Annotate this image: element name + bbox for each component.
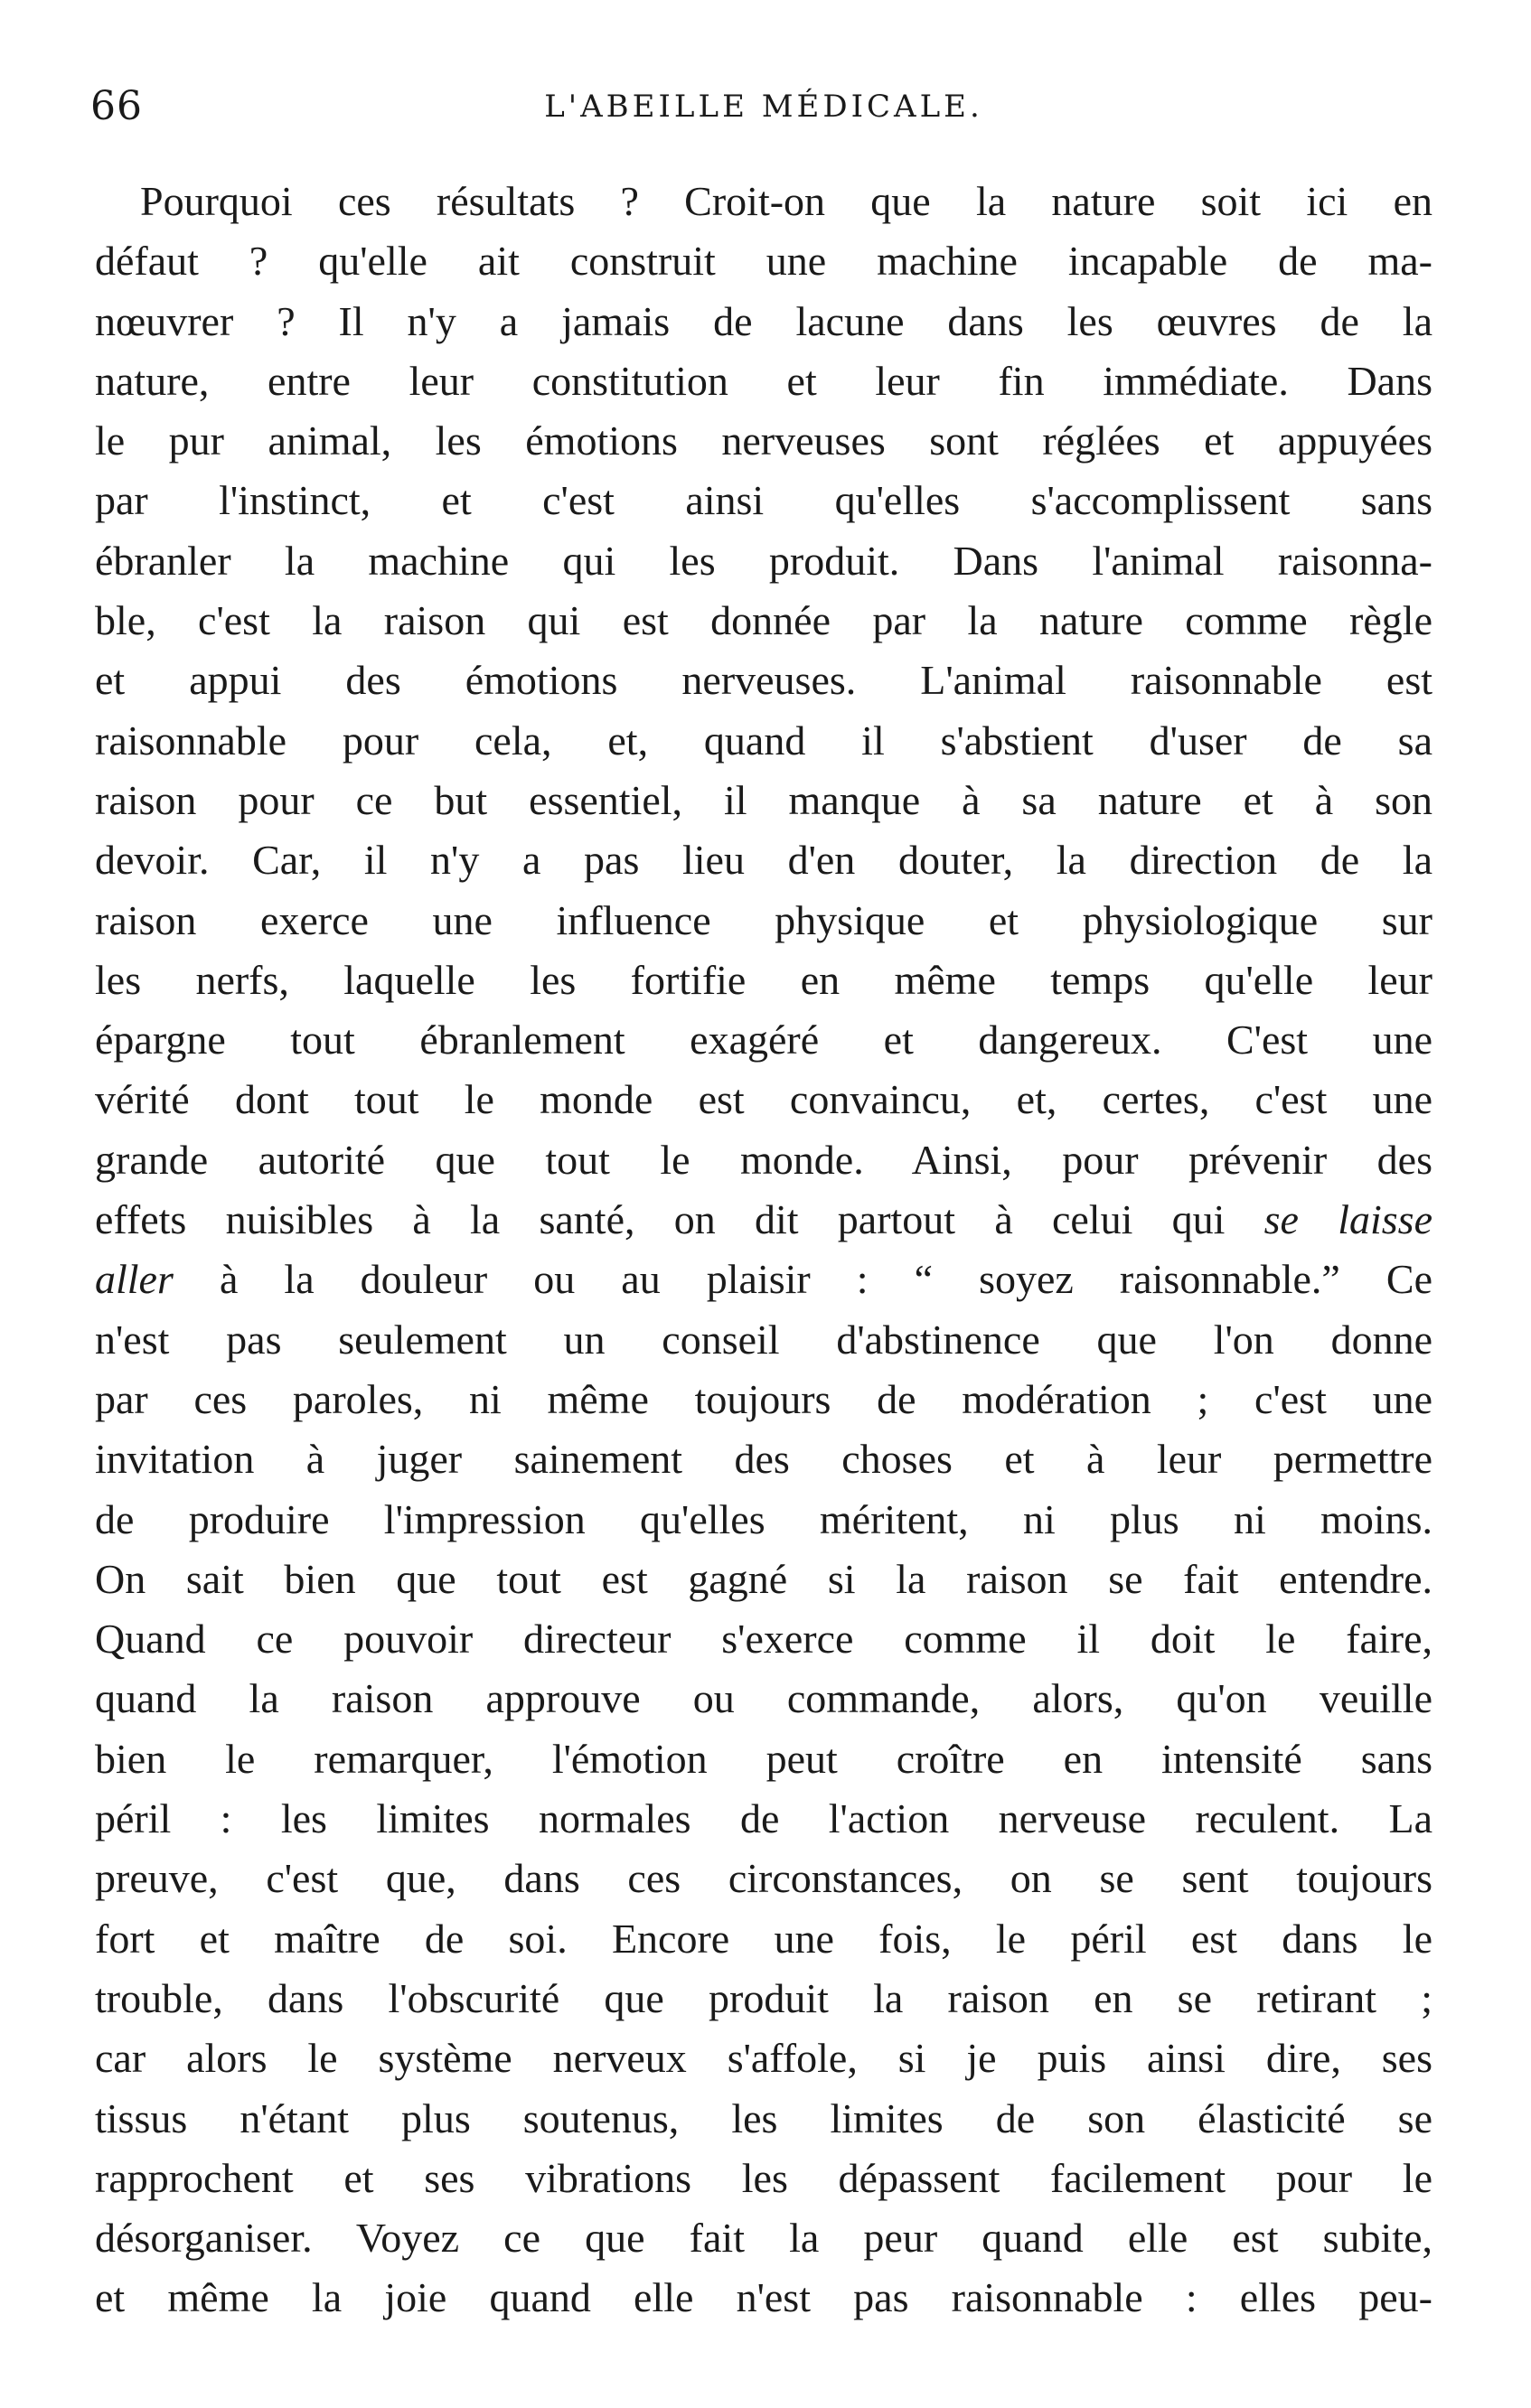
text-line: défaut ? qu'elle ait construit une machine incapable de ma- <box>95 238 1432 285</box>
text-line: épargne tout ébranlement exagéré et dangereux. C'est une <box>95 1017 1432 1063</box>
text-line: raisonnable pour cela, et, quand il s'abstient d'user de sa <box>95 717 1432 764</box>
text-line: tissus n'étant plus soutenus, les limites de son élasticité se <box>95 2094 1432 2141</box>
text-line: vérité dont tout le monde est convaincu, et, certes, c'est une <box>95 1076 1432 1123</box>
text-line: quand la raison approuve ou commande, alors, qu'on veuille <box>95 1675 1432 1722</box>
text-line: grande autorité que tout le monde. Ainsi, pour prévenir des <box>95 1136 1432 1183</box>
italic-phrase: aller <box>95 1256 174 1303</box>
text-line: invitation à juger sainement des choses et à leur permettre <box>95 1436 1432 1483</box>
text-line: nature, entre leur constitution et leur fin immédiate. Dans <box>95 357 1432 404</box>
text-line: raison exerce une influence physique et physiologique sur <box>95 896 1432 943</box>
text-line: fort et maître de soi. Encore une fois, le péril est dans le <box>95 1915 1432 1962</box>
text-line: ébranler la machine qui les produit. Dans l'animal raisonna- <box>95 537 1432 584</box>
text-line: péril : les limites normales de l'action nerveuse reculent. La <box>95 1795 1432 1842</box>
text-line: On sait bien que tout est gagné si la raison se fait entendre. <box>95 1555 1432 1602</box>
running-header <box>90 83 1437 137</box>
text-line: et même la joie quand elle n'est pas raisonnable : elles peu- <box>95 2274 1432 2321</box>
text-line: trouble, dans l'obscurité que produit la raison en se retirant ; <box>95 1974 1432 2021</box>
text-line: raison pour ce but essentiel, il manque à sa nature et à son <box>95 776 1432 823</box>
italic-phrase: se laisse <box>1263 1196 1432 1243</box>
text-line: de produire l'impression qu'elles méritent, ni plus ni moins. <box>95 1495 1432 1542</box>
text-line: le pur animal, les émotions nerveuses sont réglées et appuyées <box>95 417 1432 464</box>
text-line: les nerfs, laquelle les fortifie en même temps qu'elle leur <box>95 956 1432 1003</box>
text-line: par l'instinct, et c'est ainsi qu'elles s'accomplissent sans <box>95 477 1432 524</box>
text-line: bien le remarquer, l'émotion peut croître en intensité sans <box>95 1735 1432 1782</box>
running-title: L'ABEILLE MÉDICALE. <box>544 89 983 125</box>
text-line: Pourquoi ces résultats ? Croit-on que la nature soit ici en <box>140 178 1432 224</box>
text-line: désorganiser. Voyez ce que fait la peur quand elle est subite, <box>95 2215 1432 2262</box>
text-line: par ces paroles, ni même toujours de modération ; c'est une <box>95 1375 1432 1422</box>
text-line-with-italic <box>95 1250 1432 1309</box>
text-line: preuve, c'est que, dans ces circonstances, on se sent toujours <box>95 1855 1432 1902</box>
body-paragraph <box>95 172 1432 2328</box>
text-line: nœuvrer ? Il n'y a jamais de lacune dans les œuvres de la <box>95 297 1432 344</box>
page-number: 66 <box>90 83 143 129</box>
text-line: car alors le système nerveux s'affole, si je puis ainsi dire, ses <box>95 2035 1432 2082</box>
text-segment: effets nuisibles à la santé, on dit partout à celui qui <box>95 1196 1226 1243</box>
text-line: n'est pas seulement un conseil d'abstinence que l'on donne <box>95 1316 1432 1363</box>
text-line: et appui des émotions nerveuses. L'animal raisonnable est <box>95 657 1432 704</box>
text-line-with-italic <box>95 1190 1432 1250</box>
text-line: rapprochent et ses vibrations les dépassent facilement pour le <box>95 2154 1432 2201</box>
text-line: Quand ce pouvoir directeur s'exerce comme il doit le faire, <box>95 1616 1432 1663</box>
text-line: ble, c'est la raison qui est donnée par la nature comme règle <box>95 597 1432 644</box>
text-segment: à la douleur ou au plaisir : “ soyez raisonnable.” Ce <box>219 1256 1432 1303</box>
text-line: devoir. Car, il n'y a pas lieu d'en douter, la direction de la <box>95 837 1432 884</box>
